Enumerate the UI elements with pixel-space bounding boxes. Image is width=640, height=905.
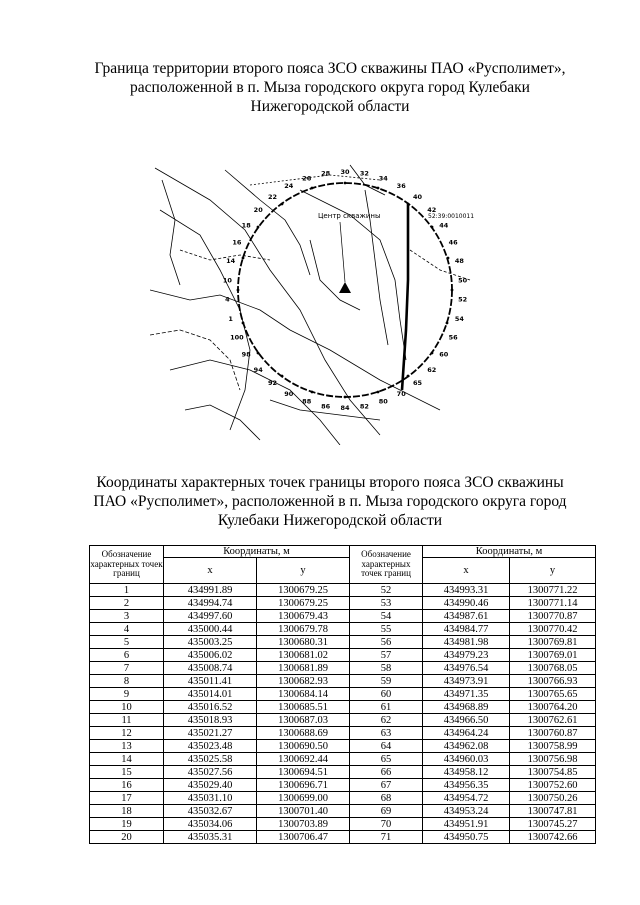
point-id-left: 11 [90, 714, 164, 727]
point-id-right: 64 [350, 740, 423, 753]
x-right: 434956.35 [423, 779, 510, 792]
point-label: 90 [284, 389, 294, 398]
y-left: 1300682.93 [257, 675, 350, 688]
y-right: 1300769.81 [510, 636, 596, 649]
point-label: 16 [232, 238, 242, 247]
x-right: 434954.72 [423, 792, 510, 805]
point-label: 56 [448, 333, 458, 342]
y-left: 1300681.89 [257, 662, 350, 675]
point-label: 70 [396, 389, 406, 398]
x-left: 435034.06 [164, 818, 257, 831]
point-id-right: 55 [350, 623, 423, 636]
point-label: 92 [267, 379, 278, 388]
point-id-left: 6 [90, 649, 164, 662]
point-label: 22 [267, 192, 278, 201]
x-right: 434973.91 [423, 675, 510, 688]
x-right: 434950.75 [423, 831, 510, 844]
x-right: 434987.61 [423, 610, 510, 623]
point-label: 88 [302, 397, 312, 406]
point-id-right: 67 [350, 779, 423, 792]
point-id-right: 69 [350, 805, 423, 818]
x-right: 434964.24 [423, 727, 510, 740]
x-left: 434997.60 [164, 610, 257, 623]
y-right: 1300750.26 [510, 792, 596, 805]
point-label: 84 [340, 404, 350, 412]
y-right: 1300745.27 [510, 818, 596, 831]
point-id-right: 71 [350, 831, 423, 844]
y-right: 1300762.61 [510, 714, 596, 727]
point-label: 24 [284, 182, 294, 191]
point-label: 80 [378, 397, 388, 406]
point-id-right: 70 [350, 818, 423, 831]
header-x-right: x [423, 558, 510, 584]
table-row [90, 623, 596, 636]
point-id-left: 10 [90, 701, 164, 714]
x-left: 435006.02 [164, 649, 257, 662]
x-right: 434966.50 [423, 714, 510, 727]
table-row [90, 753, 596, 766]
point-id-left: 8 [90, 675, 164, 688]
table-row [90, 701, 596, 714]
point-label: 44 [439, 221, 449, 230]
x-left: 435014.01 [164, 688, 257, 701]
point-id-left: 12 [90, 727, 164, 740]
table-row [90, 688, 596, 701]
point-label: 1 [228, 315, 233, 323]
header-x-left: x [164, 558, 257, 584]
point-id-left: 16 [90, 779, 164, 792]
point-id-right: 57 [350, 649, 423, 662]
table-row [90, 610, 596, 623]
header-point-left: Обозначение характерных точек границ [90, 546, 164, 584]
point-id-right: 52 [350, 584, 423, 597]
y-right: 1300769.01 [510, 649, 596, 662]
y-right: 1300766.93 [510, 675, 596, 688]
table-row [90, 584, 596, 597]
point-id-left: 3 [90, 610, 164, 623]
x-right: 434968.89 [423, 701, 510, 714]
point-id-left: 4 [90, 623, 164, 636]
point-label: 34 [378, 174, 388, 183]
point-id-right: 63 [350, 727, 423, 740]
table-row [90, 831, 596, 844]
point-label: 60 [439, 350, 449, 359]
x-left: 434994.74 [164, 597, 257, 610]
header-coords-right: Координаты, м [423, 546, 596, 558]
table-row [90, 636, 596, 649]
y-left: 1300685.51 [257, 701, 350, 714]
x-right: 434971.35 [423, 688, 510, 701]
x-right: 434960.03 [423, 753, 510, 766]
point-id-right: 65 [350, 753, 423, 766]
y-left: 1300696.71 [257, 779, 350, 792]
y-left: 1300679.25 [257, 584, 350, 597]
y-left: 1300680.31 [257, 636, 350, 649]
point-label: 40 [412, 192, 423, 201]
x-right: 434979.23 [423, 649, 510, 662]
table-row [90, 675, 596, 688]
table-row [90, 597, 596, 610]
y-right: 1300754.85 [510, 766, 596, 779]
point-label: 86 [321, 402, 331, 411]
table-row [90, 662, 596, 675]
boundary-map [150, 160, 480, 445]
point-id-left: 18 [90, 805, 164, 818]
point-id-left: 7 [90, 662, 164, 675]
x-left: 435025.58 [164, 753, 257, 766]
point-id-left: 19 [90, 818, 164, 831]
table-row [90, 714, 596, 727]
y-right: 1300764.20 [510, 701, 596, 714]
y-right: 1300756.98 [510, 753, 596, 766]
x-left: 435035.31 [164, 831, 257, 844]
point-id-left: 15 [90, 766, 164, 779]
coordinates-table [89, 545, 596, 844]
point-label: 50 [458, 276, 468, 285]
x-left: 435029.40 [164, 779, 257, 792]
y-left: 1300688.69 [257, 727, 350, 740]
y-right: 1300758.99 [510, 740, 596, 753]
y-right: 1300771.14 [510, 597, 596, 610]
x-left: 435027.56 [164, 766, 257, 779]
point-label: 100 [230, 333, 244, 342]
y-left: 1300706.47 [257, 831, 350, 844]
x-left: 435021.27 [164, 727, 257, 740]
table-row [90, 792, 596, 805]
y-left: 1300703.89 [257, 818, 350, 831]
point-label: 10 [222, 276, 232, 285]
point-label: 94 [253, 365, 263, 374]
x-left: 435003.25 [164, 636, 257, 649]
table-row [90, 818, 596, 831]
y-right: 1300770.42 [510, 623, 596, 636]
table-row [90, 766, 596, 779]
y-left: 1300699.00 [257, 792, 350, 805]
y-left: 1300679.78 [257, 623, 350, 636]
header-y-right: y [510, 558, 596, 584]
y-right: 1300768.05 [510, 662, 596, 675]
well-center-label: Центр скважины [318, 212, 381, 220]
y-left: 1300694.51 [257, 766, 350, 779]
y-left: 1300679.25 [257, 597, 350, 610]
x-right: 434951.91 [423, 818, 510, 831]
table-body [90, 584, 596, 844]
x-right: 434953.24 [423, 805, 510, 818]
x-left: 435016.52 [164, 701, 257, 714]
point-label: 36 [396, 182, 406, 191]
point-id-right: 53 [350, 597, 423, 610]
point-id-left: 17 [90, 792, 164, 805]
x-right: 434962.08 [423, 740, 510, 753]
coords-title: Координаты характерных точек границы второго пояса ЗСО скважины ПАО «Русполимет», расположенной в п. Мыза городского округа город Кулебаки Нижегородской области [93, 474, 567, 529]
point-label: 4 [225, 295, 230, 304]
x-left: 435011.41 [164, 675, 257, 688]
point-id-right: 60 [350, 688, 423, 701]
point-label: 20 [253, 206, 263, 215]
point-id-left: 9 [90, 688, 164, 701]
y-left: 1300679.43 [257, 610, 350, 623]
point-id-right: 68 [350, 792, 423, 805]
point-id-right: 61 [350, 701, 423, 714]
point-id-right: 62 [350, 714, 423, 727]
point-label: 52 [458, 295, 468, 304]
y-right: 1300770.87 [510, 610, 596, 623]
y-right: 1300771.22 [510, 584, 596, 597]
y-right: 1300742.66 [510, 831, 596, 844]
x-right: 434990.46 [423, 597, 510, 610]
table-row [90, 779, 596, 792]
point-id-left: 1 [90, 584, 164, 597]
point-label: 82 [359, 402, 369, 411]
x-right: 434958.12 [423, 766, 510, 779]
point-label: 46 [448, 238, 458, 247]
x-left: 435032.67 [164, 805, 257, 818]
table-row [90, 740, 596, 753]
x-right: 434993.31 [423, 584, 510, 597]
y-left: 1300701.40 [257, 805, 350, 818]
x-left: 435000.44 [164, 623, 257, 636]
y-left: 1300681.02 [257, 649, 350, 662]
point-label: 18 [241, 221, 251, 230]
point-id-right: 56 [350, 636, 423, 649]
point-label: 65 [412, 379, 423, 388]
x-left: 434991.89 [164, 584, 257, 597]
y-left: 1300687.03 [257, 714, 350, 727]
table-row [90, 649, 596, 662]
x-left: 435018.93 [164, 714, 257, 727]
table-header-row [90, 546, 596, 558]
point-label: 98 [241, 350, 251, 359]
point-id-right: 66 [350, 766, 423, 779]
highway-line [402, 205, 408, 390]
point-id-left: 20 [90, 831, 164, 844]
point-id-right: 59 [350, 675, 423, 688]
y-right: 1300760.87 [510, 727, 596, 740]
point-label: 48 [454, 257, 464, 265]
point-id-left: 5 [90, 636, 164, 649]
x-right: 434981.98 [423, 636, 510, 649]
point-label: 28 [321, 169, 331, 178]
table-row [90, 805, 596, 818]
cadastral-number-label: 52:39:0010011 [428, 213, 475, 220]
header-y-left: y [257, 558, 350, 584]
table-subheader-row [90, 558, 596, 584]
y-right: 1300752.60 [510, 779, 596, 792]
header-point-right: Обозначение характерных точек границ [350, 546, 423, 584]
point-label: 62 [427, 365, 437, 374]
x-left: 435031.10 [164, 792, 257, 805]
x-right: 434976.54 [423, 662, 510, 675]
table-row [90, 727, 596, 740]
point-id-left: 2 [90, 597, 164, 610]
point-label: 54 [454, 315, 464, 323]
y-left: 1300684.14 [257, 688, 350, 701]
point-id-right: 58 [350, 662, 423, 675]
header-coords-left: Координаты, м [164, 546, 350, 558]
center-leader-line [340, 222, 345, 282]
point-id-right: 54 [350, 610, 423, 623]
y-right: 1300747.81 [510, 805, 596, 818]
point-id-left: 14 [90, 753, 164, 766]
point-label: 32 [359, 169, 369, 178]
y-right: 1300765.65 [510, 688, 596, 701]
x-left: 435008.74 [164, 662, 257, 675]
x-right: 434984.77 [423, 623, 510, 636]
point-label: 26 [302, 174, 312, 183]
x-left: 435023.48 [164, 740, 257, 753]
point-id-left: 13 [90, 740, 164, 753]
point-label: 42 [427, 206, 437, 215]
y-left: 1300692.44 [257, 753, 350, 766]
point-label: 14 [226, 257, 236, 265]
map-title: Граница территории второго пояса ЗСО скважины ПАО «Русполимет», расположенной в п. Мыза городского округа город Кулебаки Нижегородской области [94, 60, 566, 115]
y-left: 1300690.50 [257, 740, 350, 753]
point-label: 30 [340, 168, 350, 176]
well-center-marker [339, 282, 351, 293]
